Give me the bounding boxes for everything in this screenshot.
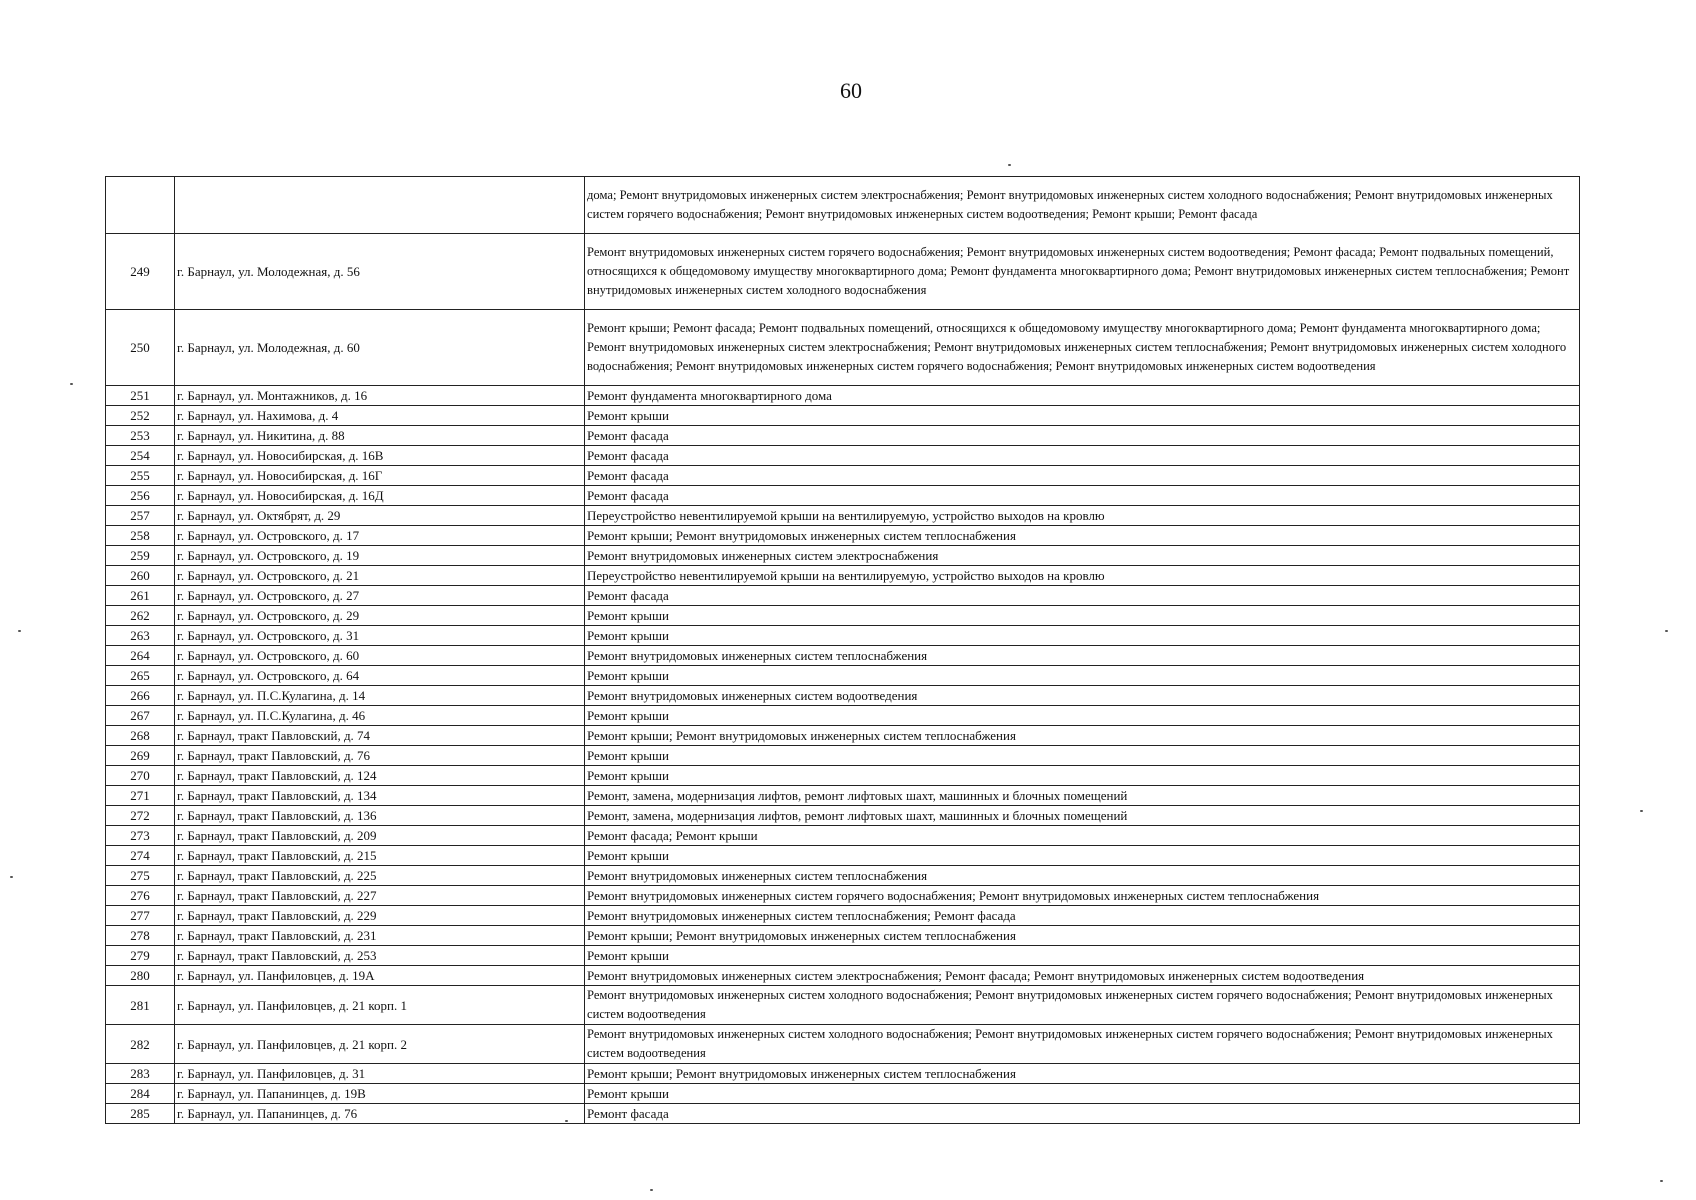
row-number: 265	[106, 666, 175, 686]
scan-speck	[1008, 164, 1011, 166]
table-row	[106, 506, 1580, 526]
row-number: 264	[106, 646, 175, 666]
table-row	[106, 1064, 1580, 1084]
row-address: г. Барнаул, тракт Павловский, д. 124	[175, 766, 585, 786]
table-row	[106, 966, 1580, 986]
row-address: г. Барнаул, ул. П.С.Кулагина, д. 46	[175, 706, 585, 726]
table-row	[106, 866, 1580, 886]
row-work-type: дома; Ремонт внутридомовых инженерных систем электроснабжения; Ремонт внутридомовых инженерных систем холодного водоснабжения; Ремонт внутридомовых инженерных систем горячего водоснабжения; Ремонт внутридомовых инженерных систем водоотведения; Ремонт крыши; Ремонт фасада	[585, 177, 1580, 234]
row-number	[106, 177, 175, 234]
row-number: 267	[106, 706, 175, 726]
row-work-type: Ремонт крыши; Ремонт внутридомовых инженерных систем теплоснабжения	[585, 1064, 1580, 1084]
row-address: г. Барнаул, тракт Павловский, д. 74	[175, 726, 585, 746]
table-row	[106, 986, 1580, 1025]
table-row	[106, 946, 1580, 966]
row-work-type: Ремонт внутридомовых инженерных систем электроснабжения; Ремонт фасада; Ремонт внутридомовых инженерных систем водоотведения	[585, 966, 1580, 986]
row-number: 257	[106, 506, 175, 526]
table-row	[106, 666, 1580, 686]
scan-speck	[565, 1120, 568, 1122]
row-address: г. Барнаул, ул. Новосибирская, д. 16Д	[175, 486, 585, 506]
row-work-type: Ремонт крыши	[585, 746, 1580, 766]
table-row	[106, 446, 1580, 466]
row-number: 250	[106, 310, 175, 386]
row-address: г. Барнаул, ул. Панфиловцев, д. 19А	[175, 966, 585, 986]
table-row	[106, 426, 1580, 446]
scan-speck	[1660, 1180, 1663, 1182]
row-number: 253	[106, 426, 175, 446]
table-row	[106, 1104, 1580, 1124]
row-address: г. Барнаул, ул. Молодежная, д. 56	[175, 234, 585, 310]
row-number: 280	[106, 966, 175, 986]
table-row	[106, 310, 1580, 386]
row-address: г. Барнаул, тракт Павловский, д. 136	[175, 806, 585, 826]
row-work-type: Ремонт, замена, модернизация лифтов, ремонт лифтовых шахт, машинных и блочных помещений	[585, 806, 1580, 826]
table-row	[106, 1084, 1580, 1104]
row-address: г. Барнаул, ул. Молодежная, д. 60	[175, 310, 585, 386]
row-number: 274	[106, 846, 175, 866]
table-row	[106, 386, 1580, 406]
table-row	[106, 466, 1580, 486]
row-work-type: Ремонт внутридомовых инженерных систем холодного водоснабжения; Ремонт внутридомовых инженерных систем горячего водоснабжения; Ремонт внутридомовых инженерных систем водоотведения	[585, 1025, 1580, 1064]
row-work-type: Ремонт крыши	[585, 1084, 1580, 1104]
row-address: г. Барнаул, ул. Островского, д. 17	[175, 526, 585, 546]
row-number: 249	[106, 234, 175, 310]
table-row	[106, 234, 1580, 310]
row-number: 266	[106, 686, 175, 706]
table-row	[106, 786, 1580, 806]
row-address: г. Барнаул, тракт Павловский, д. 227	[175, 886, 585, 906]
row-work-type: Ремонт фасада	[585, 466, 1580, 486]
table-row	[106, 906, 1580, 926]
row-address: г. Барнаул, ул. Октябрят, д. 29	[175, 506, 585, 526]
row-number: 283	[106, 1064, 175, 1084]
row-number: 284	[106, 1084, 175, 1104]
row-number: 277	[106, 906, 175, 926]
row-work-type: Ремонт крыши; Ремонт внутридомовых инженерных систем теплоснабжения	[585, 726, 1580, 746]
row-number: 279	[106, 946, 175, 966]
table-row	[106, 526, 1580, 546]
row-work-type: Ремонт крыши; Ремонт внутридомовых инженерных систем теплоснабжения	[585, 526, 1580, 546]
row-address: г. Барнаул, ул. Островского, д. 31	[175, 626, 585, 646]
row-number: 255	[106, 466, 175, 486]
row-number: 252	[106, 406, 175, 426]
row-number: 259	[106, 546, 175, 566]
scan-speck	[10, 876, 13, 878]
row-work-type: Ремонт крыши	[585, 626, 1580, 646]
row-work-type: Ремонт крыши	[585, 606, 1580, 626]
scan-speck	[1665, 630, 1668, 632]
row-work-type: Переустройство невентилируемой крыши на вентилируемую, устройство выходов на кровлю	[585, 506, 1580, 526]
row-address: г. Барнаул, ул. Нахимова, д. 4	[175, 406, 585, 426]
row-work-type: Ремонт крыши	[585, 706, 1580, 726]
row-number: 258	[106, 526, 175, 546]
row-work-type: Ремонт фасада	[585, 586, 1580, 606]
table-row	[106, 806, 1580, 826]
row-work-type: Ремонт крыши	[585, 406, 1580, 426]
table-row	[106, 177, 1580, 234]
row-work-type: Ремонт крыши	[585, 666, 1580, 686]
row-number: 269	[106, 746, 175, 766]
row-number: 276	[106, 886, 175, 906]
row-work-type: Ремонт внутридомовых инженерных систем теплоснабжения; Ремонт фасада	[585, 906, 1580, 926]
table-row	[106, 546, 1580, 566]
row-address: г. Барнаул, ул. Островского, д. 19	[175, 546, 585, 566]
table-row	[106, 606, 1580, 626]
table-row	[106, 826, 1580, 846]
row-work-type: Ремонт внутридомовых инженерных систем холодного водоснабжения; Ремонт внутридомовых инженерных систем горячего водоснабжения; Ремонт внутридомовых инженерных систем водоотведения	[585, 986, 1580, 1025]
row-work-type: Ремонт крыши	[585, 766, 1580, 786]
row-address: г. Барнаул, ул. П.С.Кулагина, д. 14	[175, 686, 585, 706]
row-address: г. Барнаул, ул. Папанинцев, д. 19В	[175, 1084, 585, 1104]
row-address: г. Барнаул, тракт Павловский, д. 215	[175, 846, 585, 866]
row-address: г. Барнаул, ул. Новосибирская, д. 16В	[175, 446, 585, 466]
row-number: 285	[106, 1104, 175, 1124]
row-work-type: Ремонт крыши; Ремонт фасада; Ремонт подвальных помещений, относящихся к общедомовому имуществу многоквартирного дома; Ремонт фундамента многоквартирного дома; Ремонт внутридомовых инженерных систем электроснабжения; Ремонт внутридомовых инженерных систем теплоснабжения; Ремонт внутридомовых инженерных систем холодного водоснабжения; Ремонт внутридомовых инженерных систем горячего водоснабжения; Ремонт внутридомовых инженерных систем водоотведения	[585, 310, 1580, 386]
row-address: г. Барнаул, тракт Павловский, д. 229	[175, 906, 585, 926]
row-address: г. Барнаул, ул. Никитина, д. 88	[175, 426, 585, 446]
table-row	[106, 406, 1580, 426]
row-work-type: Ремонт крыши; Ремонт внутридомовых инженерных систем теплоснабжения	[585, 926, 1580, 946]
row-number: 270	[106, 766, 175, 786]
row-work-type: Ремонт внутридомовых инженерных систем теплоснабжения	[585, 866, 1580, 886]
table-row	[106, 726, 1580, 746]
table-row	[106, 926, 1580, 946]
row-work-type: Ремонт крыши	[585, 846, 1580, 866]
row-address: г. Барнаул, тракт Павловский, д. 209	[175, 826, 585, 846]
row-address: г. Барнаул, ул. Панфиловцев, д. 21 корп. 1	[175, 986, 585, 1025]
row-address: г. Барнаул, ул. Папанинцев, д. 76	[175, 1104, 585, 1124]
row-address: г. Барнаул, ул. Панфиловцев, д. 21 корп. 2	[175, 1025, 585, 1064]
row-work-type: Переустройство невентилируемой крыши на вентилируемую, устройство выходов на кровлю	[585, 566, 1580, 586]
page-number: 60	[840, 78, 862, 103]
row-address: г. Барнаул, ул. Островского, д. 60	[175, 646, 585, 666]
table-row	[106, 766, 1580, 786]
table-row	[106, 1025, 1580, 1064]
row-work-type: Ремонт фасада; Ремонт крыши	[585, 826, 1580, 846]
row-number: 278	[106, 926, 175, 946]
row-work-type: Ремонт фасада	[585, 1104, 1580, 1124]
row-work-type: Ремонт внутридомовых инженерных систем водоотведения	[585, 686, 1580, 706]
row-address: г. Барнаул, тракт Павловский, д. 134	[175, 786, 585, 806]
row-number: 251	[106, 386, 175, 406]
row-address: г. Барнаул, ул. Островского, д. 64	[175, 666, 585, 686]
table-row	[106, 746, 1580, 766]
works-table-body	[106, 177, 1580, 1124]
table-row	[106, 706, 1580, 726]
row-address: г. Барнаул, ул. Островского, д. 21	[175, 566, 585, 586]
row-number: 275	[106, 866, 175, 886]
row-number: 282	[106, 1025, 175, 1064]
row-number: 271	[106, 786, 175, 806]
table-row	[106, 486, 1580, 506]
row-number: 263	[106, 626, 175, 646]
table-row	[106, 626, 1580, 646]
scan-speck	[650, 1189, 653, 1191]
row-work-type: Ремонт фасада	[585, 426, 1580, 446]
row-number: 260	[106, 566, 175, 586]
row-address: г. Барнаул, тракт Павловский, д. 225	[175, 866, 585, 886]
table-row	[106, 586, 1580, 606]
row-address: г. Барнаул, ул. Панфиловцев, д. 31	[175, 1064, 585, 1084]
row-address	[175, 177, 585, 234]
table-row	[106, 886, 1580, 906]
scan-speck	[18, 630, 21, 632]
table-row	[106, 566, 1580, 586]
row-work-type: Ремонт фасада	[585, 446, 1580, 466]
row-work-type: Ремонт внутридомовых инженерных систем электроснабжения	[585, 546, 1580, 566]
row-work-type: Ремонт внутридомовых инженерных систем горячего водоснабжения; Ремонт внутридомовых инженерных систем водоотведения; Ремонт фасада; Ремонт подвальных помещений, относящихся к общедомовому имуществу многоквартирного дома; Ремонт фундамента многоквартирного дома; Ремонт внутридомовых инженерных систем теплоснабжения; Ремонт внутридомовых инженерных систем холодного водоснабжения	[585, 234, 1580, 310]
row-address: г. Барнаул, тракт Павловский, д. 253	[175, 946, 585, 966]
row-number: 256	[106, 486, 175, 506]
row-work-type: Ремонт фундамента многоквартирного дома	[585, 386, 1580, 406]
row-number: 262	[106, 606, 175, 626]
table-row	[106, 686, 1580, 706]
table-row	[106, 646, 1580, 666]
row-address: г. Барнаул, ул. Новосибирская, д. 16Г	[175, 466, 585, 486]
scan-speck	[1640, 810, 1643, 812]
table-row	[106, 846, 1580, 866]
row-work-type: Ремонт внутридомовых инженерных систем теплоснабжения	[585, 646, 1580, 666]
row-work-type: Ремонт, замена, модернизация лифтов, ремонт лифтовых шахт, машинных и блочных помещений	[585, 786, 1580, 806]
row-work-type: Ремонт крыши	[585, 946, 1580, 966]
row-number: 273	[106, 826, 175, 846]
row-address: г. Барнаул, тракт Павловский, д. 76	[175, 746, 585, 766]
row-number: 272	[106, 806, 175, 826]
works-table	[105, 176, 1580, 1124]
row-number: 268	[106, 726, 175, 746]
row-address: г. Барнаул, ул. Островского, д. 29	[175, 606, 585, 626]
row-number: 254	[106, 446, 175, 466]
scan-speck	[70, 383, 73, 385]
row-number: 281	[106, 986, 175, 1025]
row-address: г. Барнаул, ул. Монтажников, д. 16	[175, 386, 585, 406]
row-number: 261	[106, 586, 175, 606]
row-address: г. Барнаул, тракт Павловский, д. 231	[175, 926, 585, 946]
row-work-type: Ремонт внутридомовых инженерных систем горячего водоснабжения; Ремонт внутридомовых инженерных систем теплоснабжения	[585, 886, 1580, 906]
row-address: г. Барнаул, ул. Островского, д. 27	[175, 586, 585, 606]
row-work-type: Ремонт фасада	[585, 486, 1580, 506]
